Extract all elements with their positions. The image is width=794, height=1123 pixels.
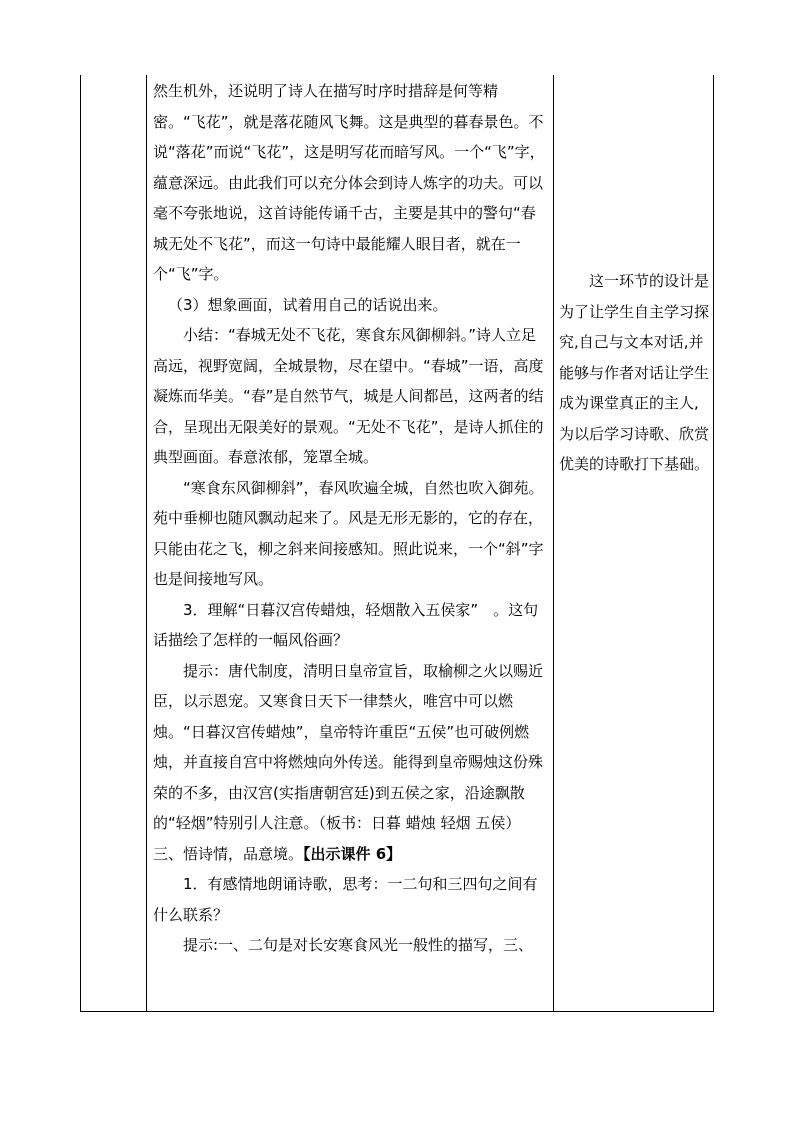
table-right-border [713,75,714,1012]
teaching-process-cell [153,76,549,961]
paragraph-question-3: 3．理解“日暮汉宫传蜡烛，轻烟散入五侯家” 。这句话描绘了怎样的一幅风俗画？ [153,600,539,649]
table-column-divider-1 [146,75,147,1012]
design-intent-note: 这一环节的设计是为了让学生自主学习探究,自己与文本对话,并能够与作者对话让学生成为课堂真正的主人,为以后学习诗歌、欣赏优美的诗歌打下基础。 [559,272,710,473]
design-intent-cell [559,266,711,480]
table-column-divider-2 [553,75,554,1012]
paragraph-imagine-scene: （3）想象画面，试着用自己的话说出来。 [168,295,448,314]
section-heading [153,839,549,870]
table-left-border [80,75,81,1012]
table-bottom-border [80,1011,714,1012]
section-title: 三、悟诗情，品意境。 [153,844,304,863]
paragraph-hint-lines: 提示:一、二句是对长安寒食风光一般性的描写，三、 [183,936,534,954]
paragraph-east-wind: “寒食东风御柳斜”，春风吹遍全城，自然也吹入御苑。苑中垂柳也随风飘动起来了。风是无形无影的，它的存在，只能由花之飞，柳之斜来间接感知。照此说来，一个“斜”字也是间接地写风。 [153,478,544,588]
paragraph-summary: 小结：“春城无处不飞花，寒食东风御柳斜。”诗人立足高远，视野宽阔，全城景物，尽在望中。“春城”一语，高度凝炼而华美。“春”是自然节气，城是人间都邑，这两者的结合，呈现出无限美好的景观。“无处不飞花”，是诗人抓住的典型画面。春意浓郁，笼罩全城。 [153,326,544,466]
courseware-marker: 【出示课件 6】 [303,844,402,863]
paragraph-flying-flowers: 然生机外，还说明了诗人在描写时序时措辞是何等精密。“飞花”，就是落花随风飞舞。这是典型的暮春景色。不说“落花”而说“飞花”，这是明写花而暗写风。一个“飞”字，蕴意深远。由此我们可以充分体会到诗人炼字的功夫。可以毫不夸张地说，这首诗能传诵千古，主要是其中的警句“春城无处不飞花”，而这一句诗中最能耀人眼目者，就在一个“飞”字。 [153,82,545,283]
paragraph-hint-candles: 提示：唐代制度，清明日皇帝宣旨，取榆柳之火以赐近臣，以示恩宠。又寒食日天下一律禁火，唯宫中可以燃烛。“日暮汉宫传蜡烛”，皇帝特许重臣“五侯”也可破例燃烛，并直接自宫中将燃烛向外传送。能得到皇帝赐烛这份殊荣的不多，由汉宫(实指唐朝宫廷)到五侯之家，沿途飘散的“轻烟”特别引人注意。（板书：日暮 蜡烛 轻烟 五侯） [153,661,544,832]
paragraph-question-1: 1．有感情地朗诵诗歌，思考：一二句和三四句之间有什么联系？ [153,875,538,924]
